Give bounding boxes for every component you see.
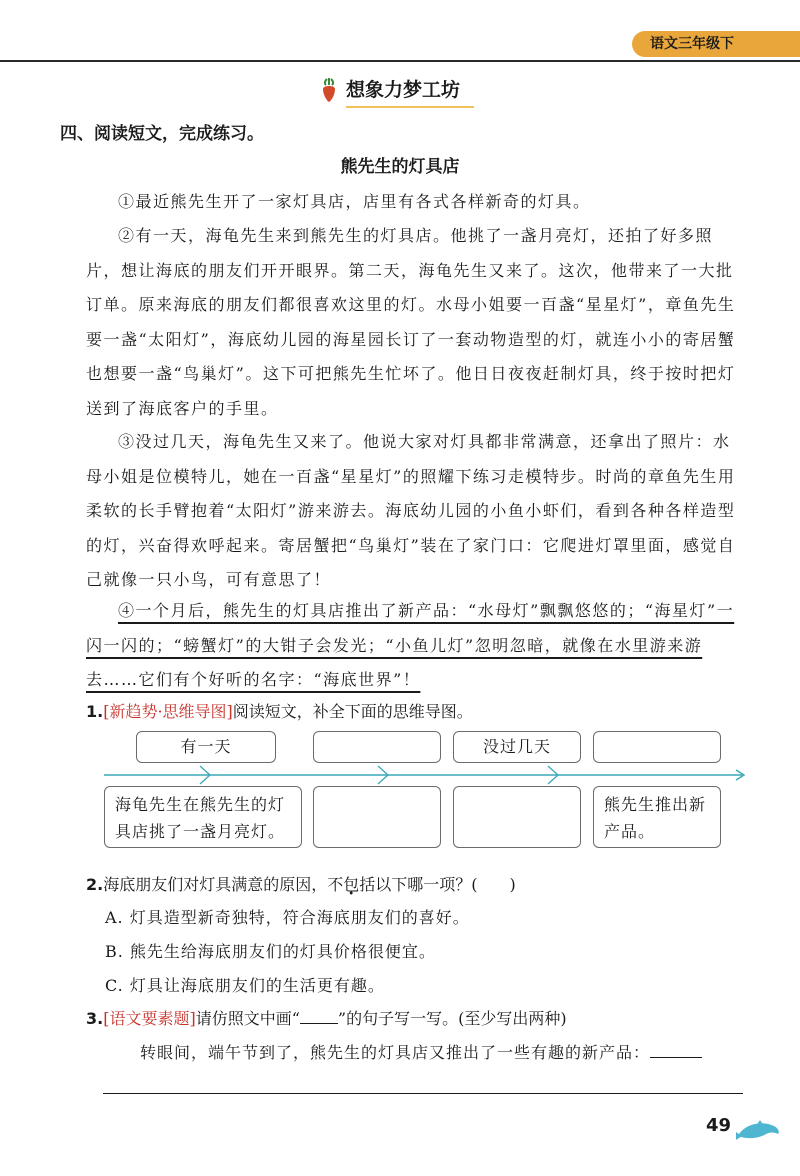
- question-1-number: 1.: [86, 702, 104, 721]
- question-2-text-after[interactable]: 以下哪一项？( ): [375, 875, 516, 894]
- paragraph-3: ③没过几天，海龟先生又来了。他说大家对灯具都非常满意，还拿出了照片：水母小姐是位模特儿，她在一百盏“星星灯”的照耀下练习走模特步。时尚的章鱼先生用柔软的长手臂抱着“太阳灯”游来游去。海底幼儿园的小鱼小虾们，看到各种各样造型的灯，兴奋得欢呼起来。寄居蟹把“鸟巢灯”装在了家门口：它爬进灯罩里面，感觉自己就像一只小鸟，可有意思了！: [86, 432, 736, 589]
- question-1: [86, 699, 473, 722]
- question-2-text: 海底朋友们对灯具满意的原因，: [103, 875, 328, 894]
- question-3-text-after: ”的句子写一写。(至少写出两种): [337, 1009, 567, 1028]
- option-a: A. 灯具造型新奇独特，符合海底朋友们的喜好。: [105, 908, 470, 927]
- mindmap-bottom-box-4: 熊先生推出新产品。: [593, 786, 721, 848]
- paragraph-2: ②有一天，海龟先生来到熊先生的灯具店。他挑了一盏月亮灯，还拍了好多照片，想让海底的朋友们开开眼界。第二天，海龟先生又来了。这次，他带来了一大批订单。原来海底的朋友们都很喜欢这里的灯。水母小姐要一百盏“星星灯”，章鱼先生要一盏“太阳灯”，海底幼儿园的海星园长订了一套动物造型的灯，就连小小的寄居蟹也想要一盏“鸟巢灯”。这下可把熊先生忙坏了。他日日夜夜赶制灯具，终于按时把灯送到了海底客户的手里。: [86, 226, 736, 418]
- grade-tag: 语文三年级下: [632, 31, 800, 57]
- dolphin-icon: [734, 1116, 784, 1144]
- question-3-blank: [300, 1023, 338, 1024]
- header-rule: [0, 60, 800, 62]
- question-2-emphasis: 不包括: [327, 875, 376, 894]
- question-3: [86, 1006, 567, 1029]
- mindmap-bottom-box-3[interactable]: [453, 786, 581, 848]
- option-b: B. 熊先生给海底朋友们的灯具价格很便宜。: [105, 942, 436, 961]
- story-title: 熊先生的灯具店: [340, 157, 460, 177]
- answer-line[interactable]: [103, 1093, 743, 1094]
- question-1-tag: [新趋势·思维导图]: [103, 702, 233, 721]
- section-title-text: 想象力梦工坊: [346, 79, 461, 101]
- question-2-number: 2.: [86, 875, 104, 894]
- mind-map: [0, 728, 800, 860]
- mindmap-bottom-box-2[interactable]: [313, 786, 441, 848]
- mindmap-top-box-4[interactable]: [593, 731, 721, 763]
- question-3-tag: [语文要素题]: [103, 1009, 196, 1028]
- section-title: [320, 76, 460, 104]
- mindmap-bottom-box-1: 海龟先生在熊先生的灯具店挑了一盏月亮灯。: [104, 786, 302, 848]
- paragraph-4: ④一个月后，熊先生的灯具店推出了新产品：“水母灯”飘飘悠悠的；“海星灯”一闪一闪的；“螃蟹灯”的大钳子会发光；“小鱼儿灯”忽明忽暗，就像在水里游来游去……它们有个好听的名字：“海底世界”！: [86, 601, 735, 689]
- mindmap-top-box-1: 有一天: [136, 731, 276, 763]
- question-2: [86, 872, 516, 895]
- question-3-prompt: 转眼间，端午节到了，熊先生的灯具店又推出了一些有趣的新产品：: [140, 1040, 702, 1063]
- question-header: 四、阅读短文，完成练习。: [60, 124, 264, 144]
- mindmap-top-box-3: 没过几天: [453, 731, 581, 763]
- question-3-text: 请仿照文中画“: [195, 1009, 300, 1028]
- title-underline: [346, 106, 474, 108]
- carrot-icon: [320, 77, 338, 103]
- question-3-number: 3.: [86, 1009, 104, 1028]
- question-1-text: 阅读短文，补全下面的思维导图。: [232, 702, 473, 721]
- paragraph-1: ①最近熊先生开了一家灯具店，店里有各式各样新奇的灯具。: [118, 192, 591, 211]
- mindmap-top-box-2[interactable]: [313, 731, 441, 763]
- option-c: C. 灯具让海底朋友们的生活更有趣。: [105, 976, 385, 995]
- answer-blank[interactable]: [650, 1057, 702, 1058]
- page-number: 49: [706, 1115, 732, 1136]
